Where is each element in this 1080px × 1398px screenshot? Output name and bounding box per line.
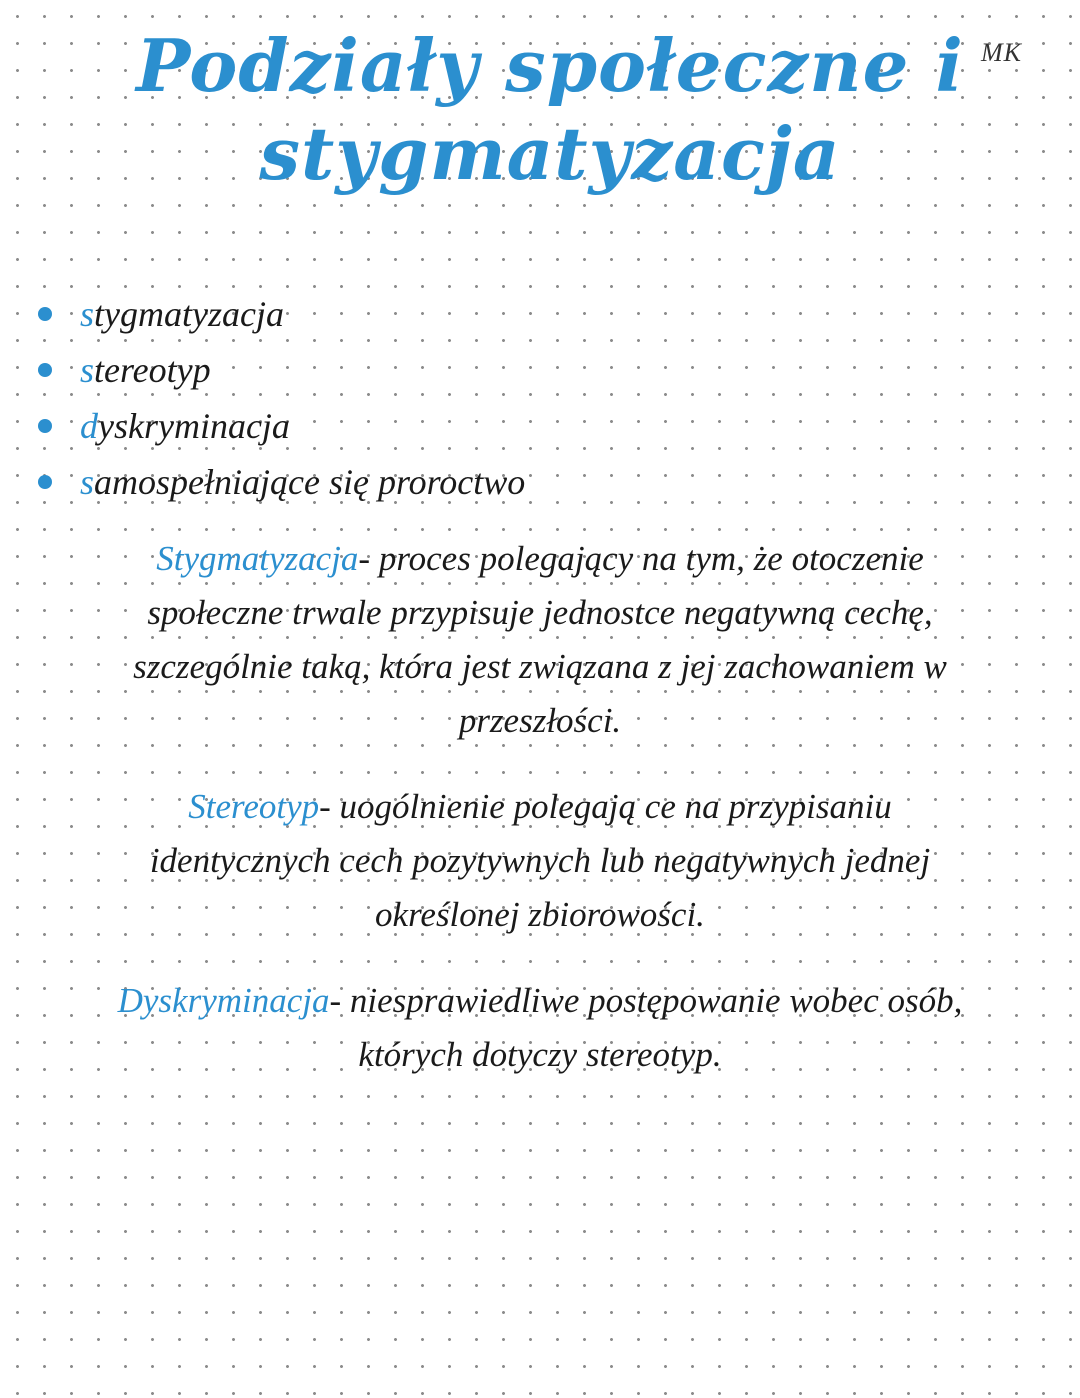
term-rest: yskryminacja [98, 406, 290, 446]
definition-term: Stygmatyzacja [156, 539, 359, 578]
definition-term: Dyskryminacja [117, 981, 330, 1020]
list-item [38, 398, 525, 454]
term-rest: tygmatyzacja [94, 294, 284, 334]
page-title [120, 22, 980, 198]
definition-line: których dotyczy stereotyp. [358, 1035, 722, 1074]
terms-list [38, 286, 525, 510]
term-first-letter: s [80, 294, 95, 334]
term-rest: amospełniające się proroctwo [94, 462, 526, 502]
definition-stereotyp [0, 780, 1080, 942]
definition-text: - niesprawiedliwe postępowanie wobec osób, [329, 981, 963, 1020]
term-first-letter: d [80, 406, 98, 446]
term-rest: tereotyp [94, 350, 211, 390]
bullet-icon [38, 363, 52, 377]
list-item [38, 286, 525, 342]
bullet-icon [38, 307, 52, 321]
bullet-icon [38, 475, 52, 489]
term-first-letter: s [80, 350, 95, 390]
definition-line: określonej zbiorowości. [375, 895, 705, 934]
definition-line [0, 780, 1080, 834]
definition-text: - proces polegający na tym, że otoczenie [358, 539, 924, 578]
definition-line [0, 532, 1080, 586]
definition-line: społeczne trwale przypisuje jednostce negatywną cechę, [147, 593, 933, 632]
definition-line: przeszłości. [458, 701, 622, 740]
definition-dyskryminacja [0, 974, 1080, 1082]
definition-line [0, 974, 1080, 1028]
title-line-1: Podziały społeczne i [136, 23, 964, 108]
definition-term: Stereotyp [188, 787, 320, 826]
author-initials: MK [981, 38, 1022, 67]
term-first-letter: s [80, 462, 95, 502]
bullet-icon [38, 419, 52, 433]
definition-line: identycznych cech pozytywnych lub negatywnych jednej [149, 841, 931, 880]
definition-stygmatyzacja [0, 532, 1080, 748]
list-item [38, 342, 525, 398]
definition-text: - uogólnienie polegają ce na przypisaniu [319, 787, 892, 826]
title-line-2: stygmatyzacja [259, 111, 841, 196]
definition-line: szczególnie taką, która jest związana z jej zachowaniem w [133, 647, 947, 686]
list-item [38, 454, 525, 510]
